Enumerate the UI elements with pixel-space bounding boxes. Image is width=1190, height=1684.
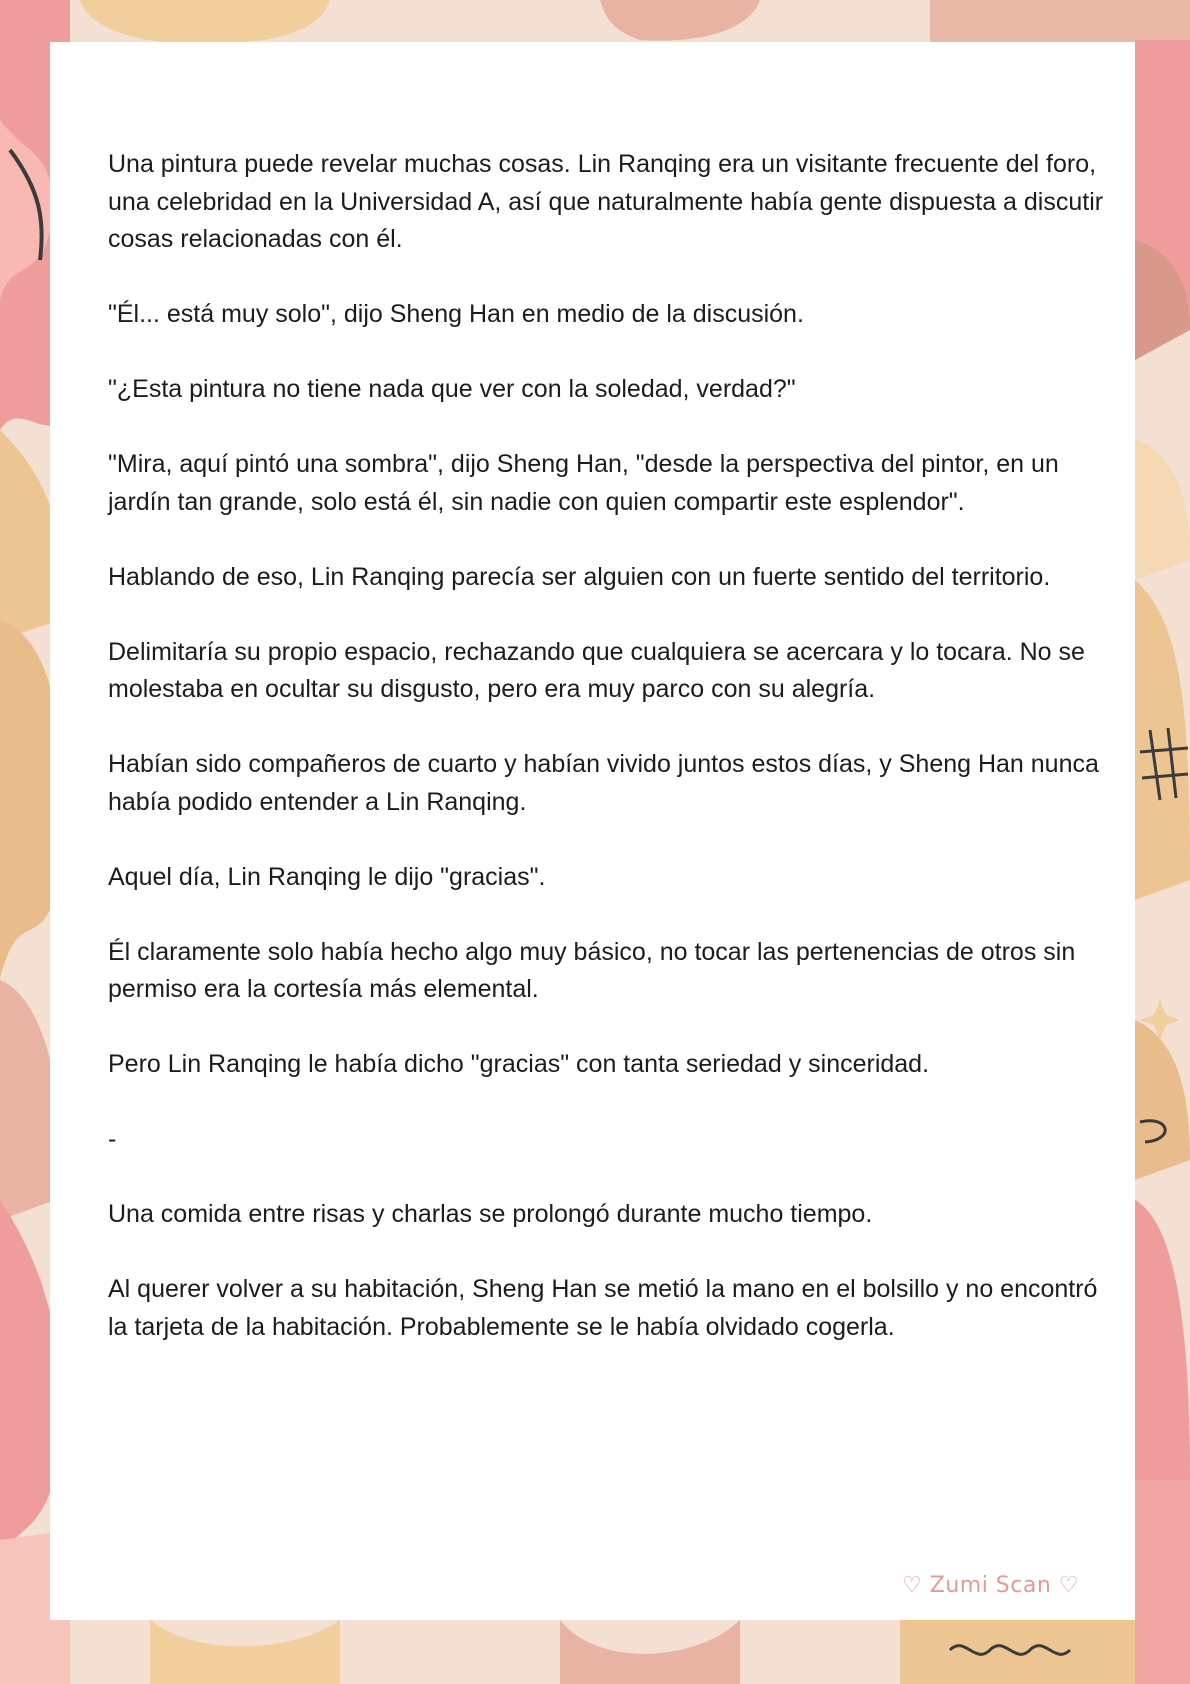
paragraph: Habían sido compañeros de cuarto y habían vivido juntos estos días, y Sheng Han nunca había podido entender a Lin Ranqing. [108, 750, 1099, 816]
scene-separator: - [108, 1125, 117, 1153]
scan-credit: ♡ Zumi Scan ♡ [902, 1573, 1079, 1598]
paragraph: Aquel día, Lin Ranqing le dijo "gracias". [108, 862, 546, 891]
paragraph: Una pintura puede revelar muchas cosas. Lin Ranqing era un visitante frecuente del foro, una celebridad en la Universidad A, así que naturalmente había gente dispuesta a discutir cosas relacionadas con él. [108, 150, 1104, 253]
paragraph: "¿Esta pintura no tiene nada que ver con la soledad, verdad?" [108, 375, 796, 403]
paragraph: "Él... está muy solo", dijo Sheng Han en medio de la discusión. [108, 300, 804, 328]
page-sheet [50, 42, 1135, 1620]
paragraph: Hablando de eso, Lin Ranqing parecía ser alguien con un fuerte sentido del territorio. [108, 562, 1051, 591]
peach-band-top-right [930, 0, 1190, 44]
sand-band-bottom [900, 1620, 1135, 1684]
paragraph: Una comida entre risas y charlas se prolongó durante mucho tiempo. [108, 1200, 873, 1228]
paragraph: Delimitaría su propio espacio, rechazando que cualquiera se acercara y lo tocara. No se molestaba en ocultar su disgusto, pero era muy parco con su alegría. [108, 637, 1085, 703]
document-body [108, 146, 1108, 1384]
pink-blob-right-corner [1135, 1480, 1190, 1684]
paragraph: Al querer volver a su habitación, Sheng Han se metió la mano en el bolsillo y no encontró la tarjeta de la habitación. Probablemente se le había olvidado cogerla. [108, 1275, 1098, 1341]
paragraph: Él claramente solo había hecho algo muy básico, no tocar las pertenencias de otros sin permiso era la cortesía más elemental. [108, 937, 1076, 1003]
paragraph: "Mira, aquí pintó una sombra", dijo Sheng Han, "desde la perspectiva del pintor, en un jardín tan grande, solo está él, sin nadie con quien compartir este esplendor". [108, 450, 1059, 516]
paragraph: Pero Lin Ranqing le había dicho "gracias" con tanta seriedad y sinceridad. [108, 1050, 930, 1078]
